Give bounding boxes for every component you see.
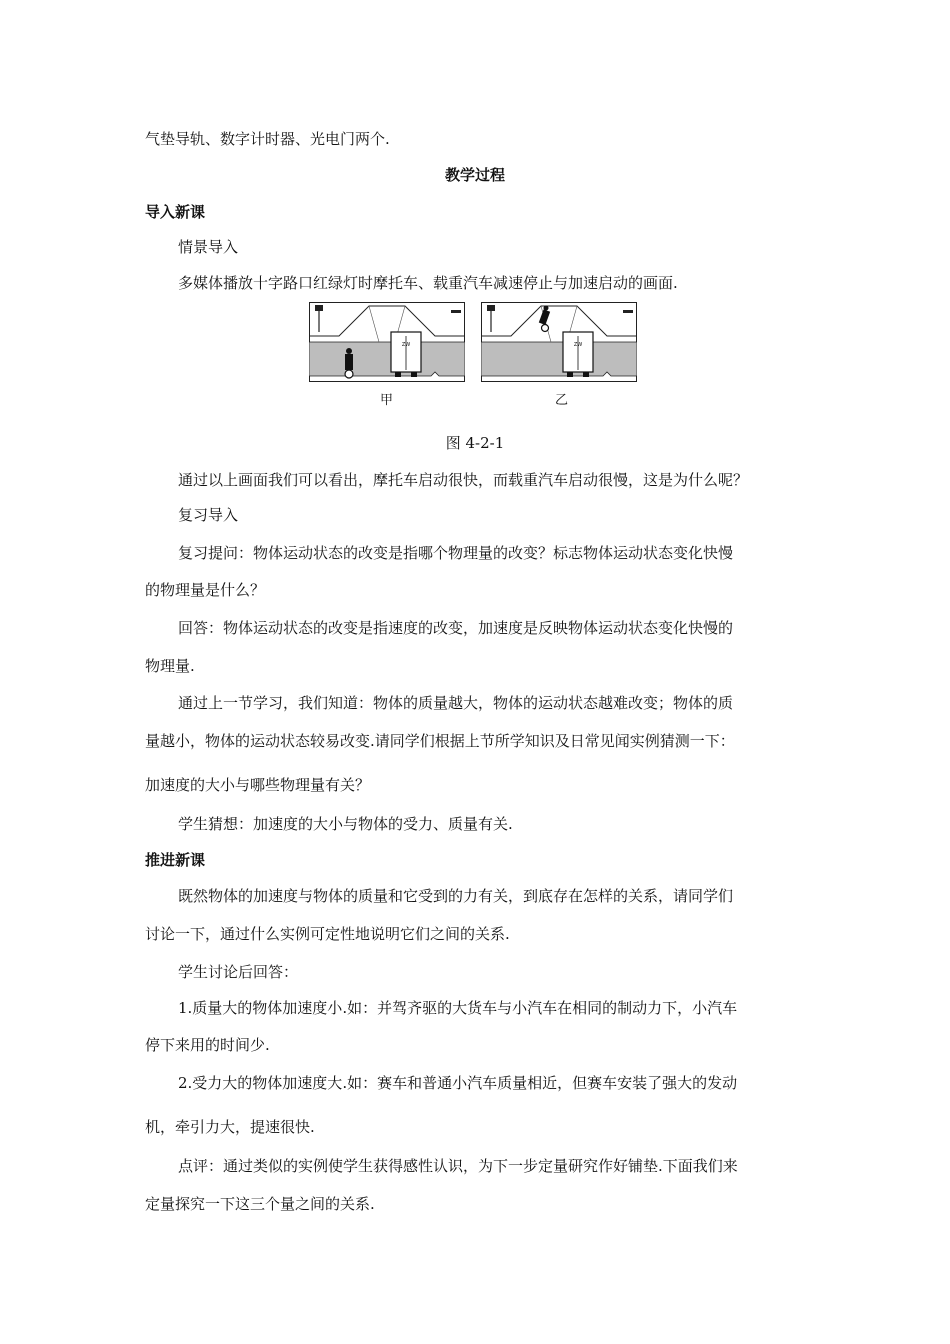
text-line: 学生讨论后回答： [178, 963, 299, 981]
truck-label: ZW [401, 342, 411, 348]
text-line: 1.质量大的物体加速度小.如：并驾齐驱的大货车与小汽车在相同的制动力下，小汽车 [178, 999, 738, 1017]
text-line: 机，牵引力大，提速很快. [145, 1118, 315, 1136]
text-line: 通过上一节学习，我们知道：物体的质量越大，物体的运动状态越难改变；物体的质 [178, 694, 734, 712]
text-line: 复习导入 [178, 506, 239, 524]
text-line: 学生猜想：加速度的大小与物体的受力、质量有关. [178, 815, 513, 833]
text-line: 情景导入 [178, 238, 239, 256]
figure-right-illustration [481, 302, 637, 382]
truck-icon [391, 332, 421, 377]
text-line: 2.受力大的物体加速度大.如：赛车和普通小汽车质量相近，但赛车安装了强大的发动 [178, 1074, 738, 1092]
heading-intro: 导入新课 [145, 203, 206, 221]
text-line: 复习提问：物体运动状态的改变是指哪个物理量的改变？标志物体运动状态变化快慢 [178, 544, 734, 562]
heading-new-lesson: 推进新课 [145, 851, 206, 869]
figure-right-label: 乙 [555, 393, 569, 408]
text-line: 加速度的大小与哪些物理量有关？ [145, 776, 371, 794]
section-title: 教学过程 [444, 166, 505, 184]
figure-caption: 图 4-2-1 [445, 434, 505, 452]
truck-label: ZW [573, 342, 583, 348]
text-line: 既然物体的加速度与物体的质量和它受到的力有关，到底存在怎样的关系，请同学们 [178, 887, 734, 905]
text-line: 量越小，物体的运动状态较易改变.请同学们根据上节所学知识及日常见闻实例猜测一下： [145, 732, 735, 750]
text-line: 气垫导轨、数字计时器、光电门两个. [145, 130, 390, 148]
text-line: 定量探究一下这三个量之间的关系. [145, 1195, 375, 1213]
truck-icon [563, 332, 593, 377]
text-line: 停下来用的时间少. [145, 1036, 270, 1054]
figure-left-illustration [309, 302, 465, 382]
text-line: 的物理量是什么？ [145, 581, 266, 599]
text-line: 讨论一下，通过什么实例可定性地说明它们之间的关系. [145, 925, 510, 943]
figure-left-label: 甲 [380, 393, 394, 408]
text-line: 回答：物体运动状态的改变是指速度的改变，加速度是反映物体运动状态变化快慢的 [178, 619, 734, 637]
text-line: 通过以上画面我们可以看出，摩托车启动很快，而载重汽车启动很慢，这是为什么呢？ [178, 471, 749, 489]
text-line: 点评：通过类似的实例使学生获得感性认识，为下一步定量研究作好铺垫.下面我们来 [178, 1157, 738, 1175]
text-line: 物理量. [145, 657, 195, 675]
text-line: 多媒体播放十字路口红绿灯时摩托车、载重汽车减速停止与加速启动的画面. [178, 274, 678, 292]
